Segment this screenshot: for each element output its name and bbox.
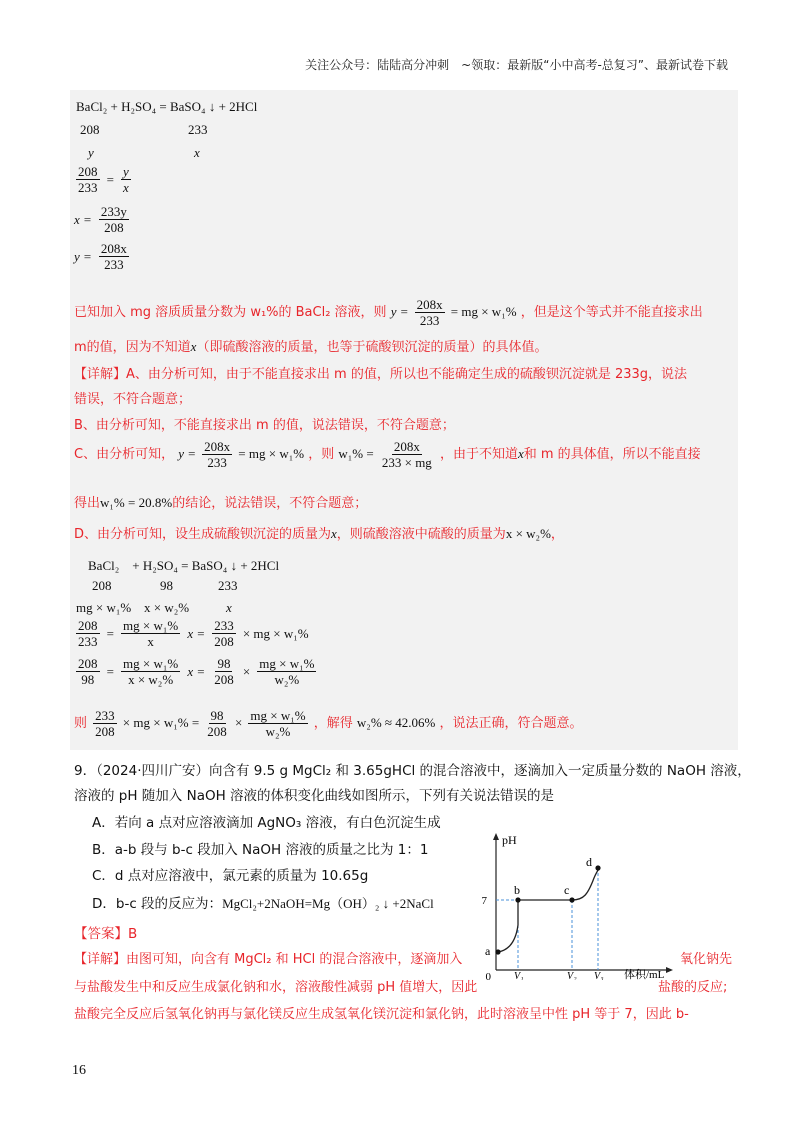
detail-a-line-1: 【详解】A、由分析可知，由于不能直接求出 m 的值，所以也不能确定生成的硫酸钡沉淀就是 233g，说法	[74, 367, 688, 382]
mass-233: 233	[218, 578, 238, 593]
label-a: a	[485, 944, 491, 958]
label-c: c	[564, 883, 570, 897]
amount-2: x × w₂%	[144, 600, 190, 615]
detail-9-line-2a: 与盐酸发生中和反应生成氯化钠和水，溶液酸性减弱 pH 值增大，因此	[74, 980, 478, 995]
point-b	[515, 897, 520, 902]
page-header: 关注公众号：陆陆高分冲刺 ~领取：最新版“小中高考-总复习”、最新试卷下载	[305, 58, 728, 72]
tick-v3: V₃	[594, 971, 604, 980]
option-b: B．a-b 段与 b-c 段加入 NaOH 溶液的质量之比为 1：1	[92, 842, 429, 858]
ratio-d-2: $\frac{208}{98}$ = $\frac{\text{mg × w₁\%}}{\text{x × w₂\%}}$ x = $\frac{98}{208}$ × $\frac{\text{mg × w₁\%}}{\text{w₂\%}}$	[78, 656, 315, 687]
tick-v1: V₁	[514, 971, 524, 980]
ratio-d-1: $\frac{208}{233}$ = $\frac{\text{mg × w₁\%}}{x}$ x = $\frac{233}{208}$ × mg × w₁%	[78, 618, 309, 649]
label-d: d	[586, 855, 592, 869]
ph-volume-graph	[476, 830, 676, 980]
point-d	[595, 865, 600, 870]
reaction-equation-1: BaCl₂ + H₂SO₄ = BaSO₄ ↓ + 2HCl	[76, 99, 258, 114]
final-solution-line: 则 $\frac{233}{208}$ × mg × w₁% = $\frac{98}{208}$ × $\frac{\text{mg × w₁\%}}{\text{w₂\%}}$ ，解得 w₂% ≈ 42.06% ，说法正确，符合题意。	[74, 708, 583, 739]
y-tick-7: 7	[481, 895, 487, 907]
ratio-2: x = $\frac{233y}{208}$	[74, 204, 127, 235]
analysis-line-1: 已知加入 mg 溶质质量分数为 w₁%的 BaCl₂ 溶液，则 y = $\frac{208x}{233}$ = mg × w₁% ，但是这个等式并不能直接求出	[74, 297, 703, 328]
answer-label: 【答案】B	[74, 926, 138, 942]
detail-9-line-3: 盐酸完全反应后氢氧化钠再与氯化镁反应生成氢氧化镁沉淀和氯化钠，此时溶液呈中性 pH 等于 7，因此 b-	[74, 1007, 689, 1022]
detail-c-line-2: 得出w₁% = 20.8%的结论，说法错误，不符合题意；	[74, 495, 368, 511]
molar-mass-baso4: 233	[188, 122, 208, 137]
amount-1: mg × w₁%	[76, 600, 132, 615]
origin-label: 0	[485, 971, 491, 980]
x-axis-label: 体积/mL	[624, 969, 665, 980]
mass-98: 98	[160, 578, 173, 593]
ratio-3: y = $\frac{208x}{233}$	[74, 241, 127, 272]
question-9-line-1: 9．（2024·四川广安）向含有 9.5 g MgCl₂ 和 3.65gHCl 的混合溶液中，逐滴加入一定质量分数的 NaOH 溶液，	[74, 763, 751, 779]
tick-v2: V₂	[567, 971, 577, 980]
detail-b: B、由分析可知，不能直接求出 m 的值，说法错误，不符合题意；	[74, 418, 455, 433]
ratio-1: $\frac{208}{233}$ = $\frac{y}{x}$	[78, 164, 129, 195]
detail-c-line-1: C、由分析可知， y = $\frac{208x}{233}$ = mg × w₁% ，则 w₁% = $\frac{208x}{233 \times mg}$ ，由于不知道x和 m 的具体值，所以不能直接	[74, 439, 701, 470]
detail-9-line-1a: 【详解】由图可知，向含有 MgCl₂ 和 HCl 的混合溶液中，逐滴加入	[74, 952, 463, 967]
detail-9-line-2b: 盐酸的反应;	[658, 980, 728, 995]
reaction-equation-2: BaCl₂ + H₂SO₄ = BaSO₄ ↓ + 2HCl	[88, 558, 280, 573]
var-x: x	[194, 145, 200, 160]
option-c: C．d 点对应溶液中，氯元素的质量为 10.65g	[92, 868, 369, 884]
option-d: D．b-c 段的反应为：MgCl₂+2NaOH=Mg（OH）₂ ↓ +2NaCl	[92, 896, 434, 912]
point-a	[495, 949, 500, 954]
amount-3: x	[226, 600, 232, 615]
question-9-line-2: 溶液的 pH 随加入 NaOH 溶液的体积变化曲线如图所示，下列有关说法错误的是	[74, 788, 555, 804]
detail-a-line-2: 错误，不符合题意；	[74, 392, 192, 407]
detail-d-line-1: D、由分析可知，设生成硫酸钡沉淀的质量为x，则硫酸溶液中硫酸的质量为x × w₂%，	[74, 526, 564, 542]
option-a: A．若向 a 点对应溶液滴加 AgNO₃ 溶液，有白色沉淀生成	[92, 815, 441, 831]
mass-208: 208	[92, 578, 112, 593]
label-b: b	[514, 883, 520, 897]
analysis-line-2: m的值，因为不知道x（即硫酸溶液的质量，也等于硫酸钡沉淀的质量）的具体值。	[74, 339, 548, 355]
molar-mass-bacl2: 208	[80, 122, 100, 137]
y-axis-label: pH	[502, 833, 517, 847]
point-c	[569, 897, 574, 902]
var-y: y	[88, 145, 94, 160]
detail-9-line-1b: 氧化钠先	[680, 952, 733, 967]
page-number: 16	[72, 1063, 86, 1078]
